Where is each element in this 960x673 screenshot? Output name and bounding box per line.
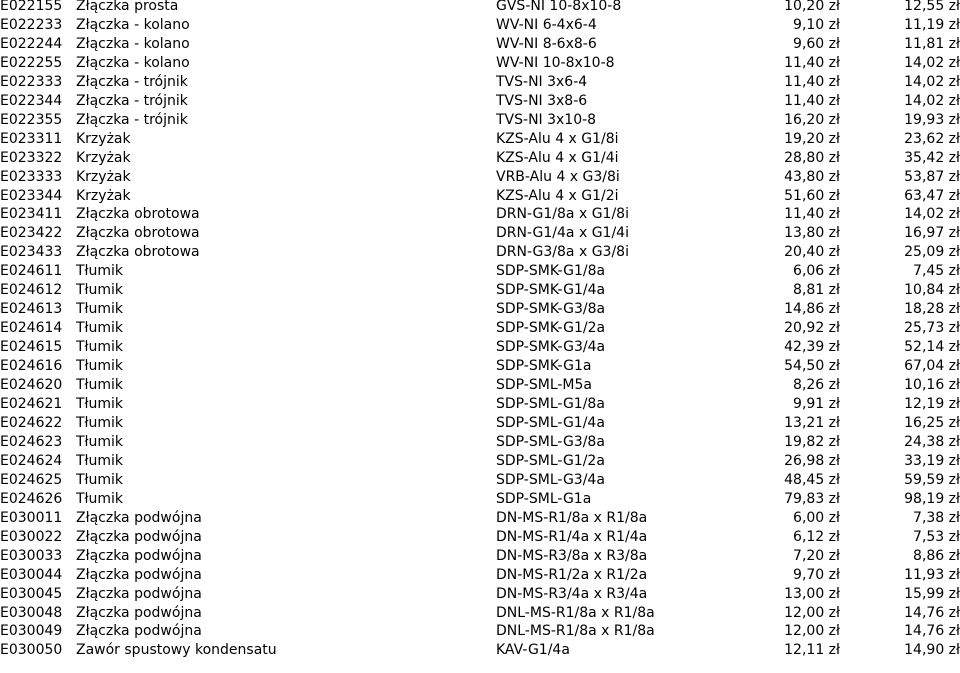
product-model: SDP-SMK-G3/4a	[496, 339, 606, 356]
table-row	[0, 130, 960, 149]
table-row	[0, 35, 960, 54]
product-name: Złączka podwójna	[76, 604, 202, 621]
price-net: 26,98 zł	[784, 452, 840, 469]
table-row	[0, 111, 960, 130]
product-code: E024616	[0, 358, 63, 375]
table-row	[0, 92, 960, 111]
table-row	[0, 433, 960, 452]
price-gross: 59,59 zł	[904, 471, 960, 488]
price-net: 19,20 zł	[784, 130, 840, 147]
table-row	[0, 319, 960, 338]
product-code: E024611	[0, 263, 63, 280]
product-model: SDP-SML-G1/4a	[496, 414, 605, 431]
price-net: 79,83 zł	[784, 490, 840, 507]
product-model: DN-MS-R3/4a x R3/4a	[496, 585, 648, 602]
product-code: E024615	[0, 339, 63, 356]
product-name: Tłumik	[76, 490, 124, 507]
table-row	[0, 187, 960, 206]
product-name: Złączka - kolano	[76, 35, 190, 52]
product-model: SDP-SML-G1a	[496, 490, 592, 507]
product-code: E030050	[0, 642, 63, 659]
table-row	[0, 16, 960, 35]
price-net: 42,39 zł	[784, 339, 840, 356]
product-name: Złączka - kolano	[76, 16, 190, 33]
product-name: Tłumik	[76, 358, 124, 375]
product-model: SDP-SML-M5a	[496, 377, 592, 394]
table-row	[0, 414, 960, 433]
table-row	[0, 509, 960, 528]
price-net: 6,00 zł	[793, 509, 840, 526]
product-name: Krzyżak	[76, 187, 131, 204]
price-net: 13,00 zł	[784, 585, 840, 602]
price-gross: 7,53 zł	[913, 528, 960, 545]
price-net: 9,10 zł	[793, 16, 840, 33]
price-gross: 18,28 zł	[904, 301, 960, 318]
price-gross: 12,19 zł	[904, 396, 960, 413]
table-row	[0, 528, 960, 547]
product-model: SDP-SMK-G1/8a	[496, 263, 606, 280]
product-model: DN-MS-R1/8a x R1/8a	[496, 509, 648, 526]
product-code: E023311	[0, 130, 63, 147]
price-gross: 14,02 zł	[904, 54, 960, 71]
table-row	[0, 224, 960, 243]
price-gross: 63,47 zł	[904, 187, 960, 204]
product-model: DN-MS-R3/8a x R3/8a	[496, 547, 648, 564]
product-model: VRB-Alu 4 x G3/8i	[496, 168, 620, 185]
product-name: Złączka obrotowa	[76, 206, 200, 223]
product-model: DRN-G1/8a x G1/8i	[496, 206, 629, 223]
table-row	[0, 622, 960, 641]
price-net: 10,20 zł	[784, 0, 840, 14]
product-code: E024623	[0, 433, 63, 450]
price-gross: 11,81 zł	[904, 35, 960, 52]
product-code: E024625	[0, 471, 63, 488]
table-row	[0, 54, 960, 73]
table-row	[0, 395, 960, 414]
product-model: WV-NI 6-4x6-4	[496, 16, 597, 33]
product-name: Złączka podwójna	[76, 585, 202, 602]
product-name: Tłumik	[76, 320, 124, 337]
product-model: DRN-G3/8a x G3/8i	[496, 244, 629, 261]
price-gross: 53,87 zł	[904, 168, 960, 185]
product-code: E030011	[0, 509, 63, 526]
price-net: 13,21 zł	[784, 414, 840, 431]
product-code: E024612	[0, 282, 63, 299]
product-code: E030033	[0, 547, 63, 564]
product-code: E023322	[0, 149, 63, 166]
price-gross: 33,19 zł	[904, 452, 960, 469]
product-model: TVS-NI 3x6-4	[496, 73, 588, 90]
price-gross: 11,19 zł	[904, 16, 960, 33]
price-gross: 25,09 zł	[904, 244, 960, 261]
product-name: Tłumik	[76, 301, 124, 318]
price-net: 12,11 zł	[784, 642, 840, 659]
price-net: 9,70 zł	[793, 566, 840, 583]
product-name: Tłumik	[76, 263, 124, 280]
price-net: 13,80 zł	[784, 225, 840, 242]
price-net: 6,12 zł	[793, 528, 840, 545]
product-code: E024620	[0, 377, 63, 394]
product-model: SDP-SML-G3/4a	[496, 471, 605, 488]
product-model: DN-MS-R1/2a x R1/2a	[496, 566, 648, 583]
price-gross: 16,97 zł	[904, 225, 960, 242]
table-row	[0, 471, 960, 490]
product-model: DNL-MS-R1/8a x R1/8a	[496, 604, 655, 621]
price-net: 20,40 zł	[784, 244, 840, 261]
price-gross: 19,93 zł	[904, 111, 960, 128]
product-name: Tłumik	[76, 282, 124, 299]
product-code: E023344	[0, 187, 63, 204]
product-code: E024613	[0, 301, 63, 318]
price-gross: 16,25 zł	[904, 414, 960, 431]
price-gross: 15,99 zł	[904, 585, 960, 602]
price-net: 48,45 zł	[784, 471, 840, 488]
price-gross: 14,02 zł	[904, 206, 960, 223]
price-net: 8,26 zł	[793, 377, 840, 394]
table-row	[0, 604, 960, 623]
price-net: 11,40 zł	[784, 206, 840, 223]
product-code: E022333	[0, 73, 63, 90]
table-row	[0, 73, 960, 92]
product-code: E030048	[0, 604, 63, 621]
table-row	[0, 585, 960, 604]
price-net: 14,86 zł	[784, 301, 840, 318]
product-name: Tłumik	[76, 471, 124, 488]
table-row	[0, 376, 960, 395]
price-gross: 25,73 zł	[904, 320, 960, 337]
product-model: SDP-SML-G3/8a	[496, 433, 605, 450]
price-gross: 24,38 zł	[904, 433, 960, 450]
product-name: Złączka podwójna	[76, 528, 202, 545]
product-model: SDP-SMK-G1/4a	[496, 282, 606, 299]
price-gross: 14,02 zł	[904, 92, 960, 109]
table-row	[0, 149, 960, 168]
table-row	[0, 205, 960, 224]
price-gross: 23,62 zł	[904, 130, 960, 147]
product-model: KZS-Alu 4 x G1/2i	[496, 187, 619, 204]
product-name: Złączka - kolano	[76, 54, 190, 71]
price-net: 11,40 zł	[784, 92, 840, 109]
product-name: Złączka obrotowa	[76, 244, 200, 261]
product-name: Złączka - trójnik	[76, 111, 188, 128]
product-code: E030049	[0, 623, 63, 640]
product-model: SDP-SML-G1/2a	[496, 452, 605, 469]
product-code: E024621	[0, 396, 63, 413]
product-code: E024622	[0, 414, 63, 431]
product-name: Tłumik	[76, 396, 124, 413]
price-gross: 8,86 zł	[913, 547, 960, 564]
product-model: DRN-G1/4a x G1/4i	[496, 225, 629, 242]
price-gross: 10,84 zł	[904, 282, 960, 299]
product-model: DNL-MS-R1/8a x R1/8a	[496, 623, 655, 640]
table-row	[0, 357, 960, 376]
price-net: 11,40 zł	[784, 73, 840, 90]
price-gross: 52,14 zł	[904, 339, 960, 356]
product-name: Krzyżak	[76, 130, 131, 147]
product-model: GVS-NI 10-8x10-8	[496, 0, 622, 14]
table-row	[0, 452, 960, 471]
product-model: KZS-Alu 4 x G1/8i	[496, 130, 619, 147]
product-model: SDP-SMK-G1/2a	[496, 320, 606, 337]
price-gross: 10,16 zł	[904, 377, 960, 394]
table-row	[0, 300, 960, 319]
product-code: E030044	[0, 566, 63, 583]
price-gross: 12,55 zł	[904, 0, 960, 14]
price-net: 16,20 zł	[784, 111, 840, 128]
price-gross: 7,45 zł	[913, 263, 960, 280]
product-model: WV-NI 10-8x10-8	[496, 54, 615, 71]
product-name: Tłumik	[76, 433, 124, 450]
product-name: Złączka podwójna	[76, 566, 202, 583]
product-code: E030022	[0, 528, 63, 545]
product-code: E022244	[0, 35, 63, 52]
product-model: WV-NI 8-6x8-6	[496, 35, 597, 52]
product-model: SDP-SMK-G1a	[496, 358, 592, 375]
product-model: DN-MS-R1/4a x R1/4a	[496, 528, 648, 545]
table-row	[0, 338, 960, 357]
table-row	[0, 243, 960, 262]
product-model: SDP-SML-G1/8a	[496, 396, 605, 413]
price-gross: 14,90 zł	[904, 642, 960, 659]
product-name: Krzyżak	[76, 149, 131, 166]
product-name: Złączka podwójna	[76, 623, 202, 640]
product-name: Tłumik	[76, 452, 124, 469]
product-code: E024614	[0, 320, 63, 337]
product-name: Złączka obrotowa	[76, 225, 200, 242]
price-net: 28,80 zł	[784, 149, 840, 166]
price-gross: 35,42 zł	[904, 149, 960, 166]
product-code: E024624	[0, 452, 63, 469]
price-gross: 14,76 zł	[904, 623, 960, 640]
product-model: TVS-NI 3x10-8	[496, 111, 597, 128]
product-code: E022155	[0, 0, 63, 14]
price-net: 20,92 zł	[784, 320, 840, 337]
price-gross: 14,02 zł	[904, 73, 960, 90]
price-gross: 11,93 zł	[904, 566, 960, 583]
price-gross: 67,04 zł	[904, 358, 960, 375]
price-net: 8,81 zł	[793, 282, 840, 299]
product-code: E023333	[0, 168, 63, 185]
price-net: 9,60 zł	[793, 35, 840, 52]
product-name: Złączka prosta	[76, 0, 179, 14]
product-model: SDP-SMK-G3/8a	[496, 301, 606, 318]
product-name: Złączka podwójna	[76, 547, 202, 564]
product-name: Tłumik	[76, 414, 124, 431]
table-row	[0, 168, 960, 187]
product-code: E023411	[0, 206, 63, 223]
product-code: E022233	[0, 16, 63, 33]
product-code: E022355	[0, 111, 63, 128]
product-code: E022255	[0, 54, 63, 71]
price-gross: 14,76 zł	[904, 604, 960, 621]
product-code: E022344	[0, 92, 63, 109]
price-net: 12,00 zł	[784, 623, 840, 640]
price-net: 12,00 zł	[784, 604, 840, 621]
price-net: 7,20 zł	[793, 547, 840, 564]
table-row	[0, 547, 960, 566]
price-net: 6,06 zł	[793, 263, 840, 280]
product-code: E024626	[0, 490, 63, 507]
price-net: 9,91 zł	[793, 396, 840, 413]
price-gross: 98,19 zł	[904, 490, 960, 507]
price-net: 54,50 zł	[784, 358, 840, 375]
product-model: KZS-Alu 4 x G1/4i	[496, 149, 619, 166]
product-code: E030045	[0, 585, 63, 602]
product-name: Tłumik	[76, 339, 124, 356]
table-row	[0, 0, 960, 16]
product-code: E023422	[0, 225, 63, 242]
price-net: 19,82 zł	[784, 433, 840, 450]
product-name: Tłumik	[76, 377, 124, 394]
price-net: 43,80 zł	[784, 168, 840, 185]
product-code: E023433	[0, 244, 63, 261]
table-row	[0, 281, 960, 300]
product-name: Zawór spustowy kondensatu	[76, 642, 277, 659]
product-name: Złączka - trójnik	[76, 73, 188, 90]
table-row	[0, 490, 960, 509]
price-gross: 7,38 zł	[913, 509, 960, 526]
product-name: Złączka podwójna	[76, 509, 202, 526]
price-net: 51,60 zł	[784, 187, 840, 204]
product-name: Złączka - trójnik	[76, 92, 188, 109]
price-net: 11,40 zł	[784, 54, 840, 71]
product-model: TVS-NI 3x8-6	[496, 92, 588, 109]
table-row	[0, 566, 960, 585]
table-row	[0, 262, 960, 281]
product-name: Krzyżak	[76, 168, 131, 185]
product-model: KAV-G1/4a	[496, 642, 570, 659]
table-row	[0, 641, 960, 660]
